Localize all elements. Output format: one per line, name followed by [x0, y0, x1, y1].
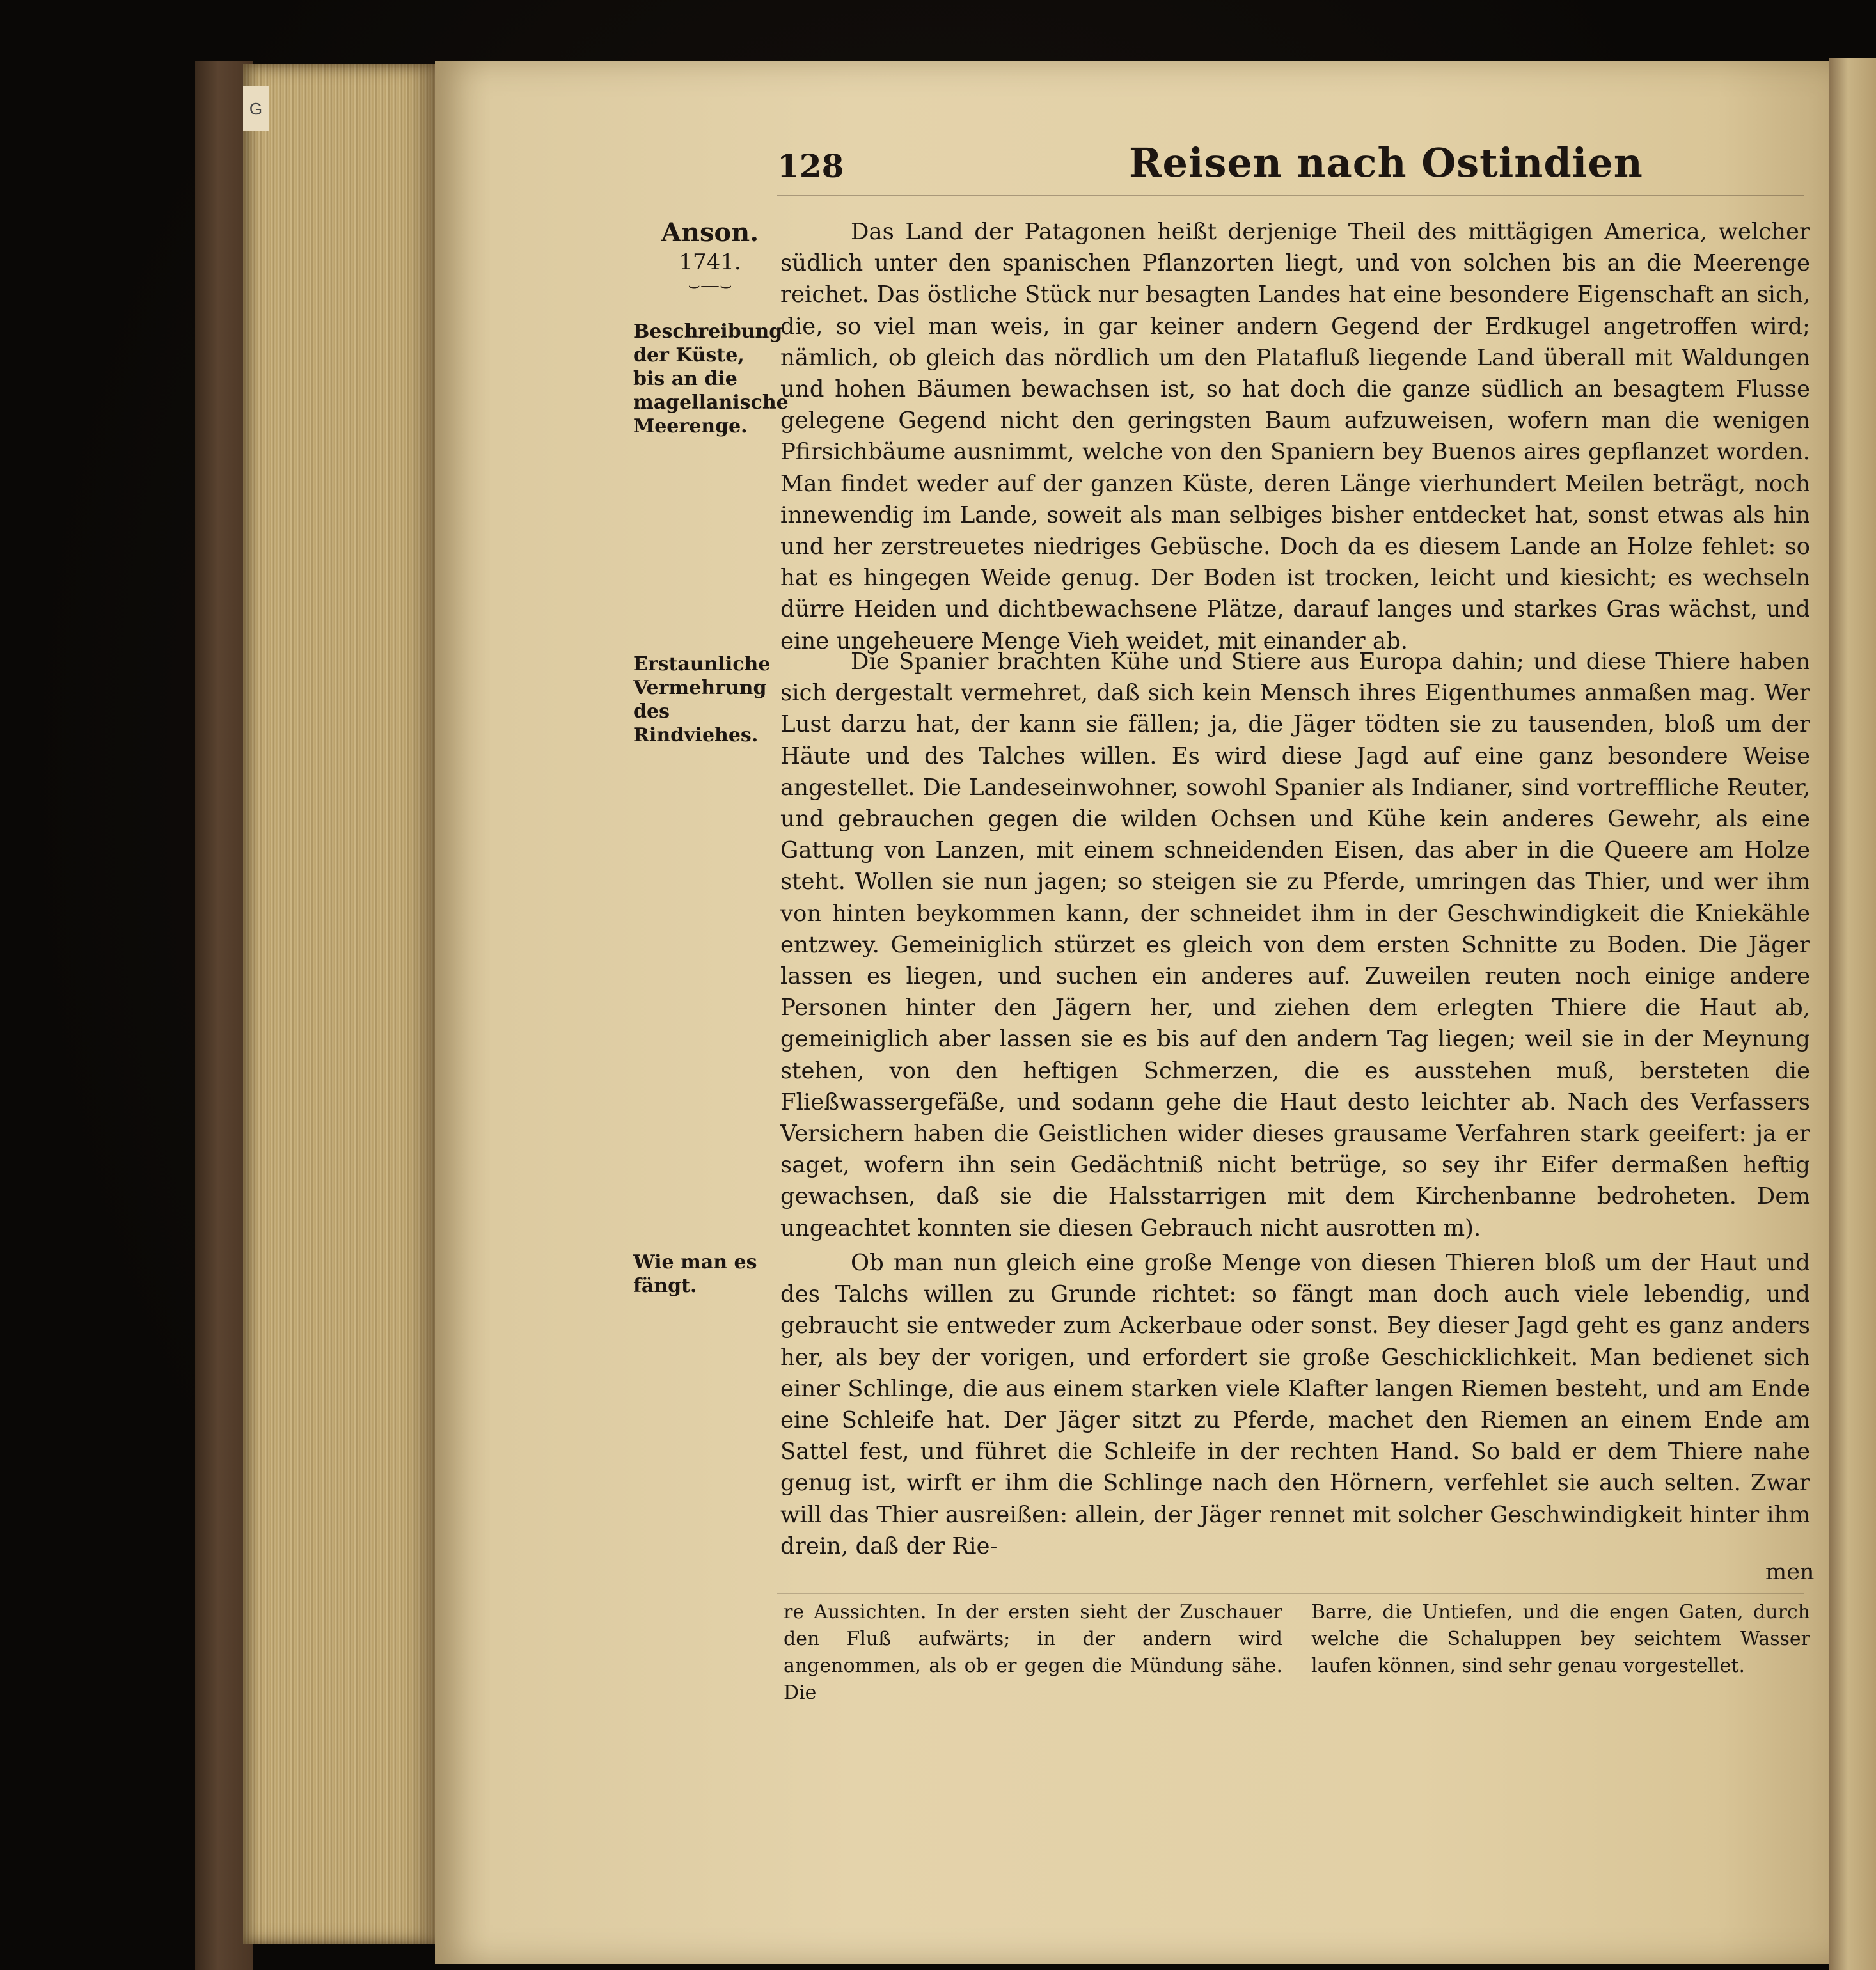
page-edges [243, 64, 435, 1944]
margin-note-capture: Wie man es fängt. [633, 1251, 757, 1297]
paragraph-lasso: Ob man nun gleich eine große Menge von diesen Thieren bloß um der Haut und des Talchs willen zu Grunde richtet: so fängt man doch auch viele lebendig, und gebraucht sie entweder zum Ackerbaue oder sonst. Bey dieser Jagd geht es ganz anders her, als bey der vorigen, und erfordert sie große Geschicklichkeit. Man bedienet sich einer Schlinge, die aus einem starken viele Klafter langen Riemen besteht, und am Ende eine Schleife hat. Der Jäger sitzt zu Pferde, machet den Riemen an einem Ende am Sattel fest, und führet die Schleife in der rechten Hand. So bald er dem Thiere nahe genug ist, wirft er ihm die Schlinge nach den Hörnern, verfehlet sie auch selten. Zwar will das Thier ausreißen: allein, der Jäger rennet mit solcher Geschwindigkeit hinter ihm drein, daß der Rie- [780, 1250, 1810, 1559]
catchword: men [1765, 1559, 1815, 1585]
margin-year: 1741. [679, 249, 741, 275]
footnote-left: re Aussichten. In der ersten sieht der Zuschauer den Fluß aufwärts; in der andern wird angenommen, als ob er gegen die Mündung sähe. Die [784, 1601, 1282, 1704]
margin-author: Anson. [661, 217, 759, 248]
header-rule [777, 195, 1804, 196]
running-title: Reisen nach Ostindien [1129, 139, 1643, 186]
footnote-rule [777, 1593, 1804, 1594]
paragraph-patagonia: Das Land der Patagonen heißt derjenige Theil des mittägigen America, welcher südlich unter den spanischen Pflanzorten liegt, und von solchen bis an die Meerenge reichet. Das östliche Stück nur besagten Landes hat eine besondere Eigenschaft an sich, die, so viel man weis, in gar keiner andern Gegend der Erdkugel angetroffen wird; nämlich, ob gleich das nördlich um den Platafluß liegende Land überall mit Waldungen und hohen Bäumen bewachsen ist, so hat doch die ganze südlich an besagtem Flusse gelegene Gegend nicht den geringsten Baum aufzuweisen, wofern man die wenigen Pfirsichbäume ausnimmt, welche von den Spaniern bey Buenos aires gepflanzet worden. Man findet weder auf der ganzen Küste, deren Länge vierhundert Meilen beträgt, noch innewendig im Lande, soweit als man selbiges bisher entdecket hat, sonst etwas als hin und her zerstreuetes niedriges Gebüsche. Doch da es diesem Lande an Holze fehlet: so hat es hingegen Weide genug. Der Boden ist trocken, leicht und kiesicht; es wechseln dürre Heiden und dichtbewachsene Plätze, darauf langes und starkes Gras wächst, und eine ungeheuere Menge Vieh weidet, mit einander ab. [780, 219, 1810, 654]
facing-page-edge [1829, 58, 1876, 1970]
margin-note-cattle: Erstaunliche Vermehrung des Rindviehes. [633, 653, 771, 746]
footnote-right: Barre, die Untiefen, und die engen Gaten, durch welche die Schaluppen bey seichtem Wasser laufen können, sind sehr genau vorgestellet. [1311, 1601, 1810, 1677]
margin-note-description: Beschreibung der Küste, bis an die magellanische Meerenge. [633, 320, 789, 437]
margin-ornament: ⌣—⌣ [688, 274, 732, 297]
paragraph-cattle: Die Spanier brachten Kühe und Stiere aus Europa dahin; und diese Thiere haben sich dergestalt vermehret, daß sich kein Mensch ihres Eigenthumes anmaßen mag. Wer Lust darzu hat, der kann sie fällen; ja, die Jäger tödten sie zu tausenden, bloß um der Häute und des Talches willen. Es wird diese Jagd auf eine ganz besondere Weise angestellet. Die Landeseinwohner, sowohl Spanier als Indianer, sind vortreffliche Reuter, und gebrauchen gegen die wilden Ochsen und Kühe kein anderes Gewehr, als eine Gattung von Lanzen, mit einem schneidenden Eisen, das aber in die Queere am Holze steht. Wollen sie nun jagen; so steigen sie zu Pferde, umringen das Thier, und wer ihm von hinten beykommen kann, der schneidet ihm in der Geschwindigkeit die Kniekähle entzwey. Gemeiniglich stürzet es gleich von dem ersten Schnitte zu Boden. Die Jäger lassen es liegen, und suchen ein anderes auf. Zuweilen reuten noch einige andere Personen hinter den Jägern her, und ziehen dem erlegten Thiere die Haut ab, gemeiniglich aber lassen sie es bis auf den andern Tag liegen; weil sie in der Meynung stehen, von den heftigen Schmerzen, die es ausstehen muß, bersteten die Fließwassergefäße, und sodann gehe die Haut desto leichter ab. Nach des Verfassers Versichern haben die Geistlichen wider dieses grausame Verfahren stark geeifert: ja er saget, wofern ihn sein Gedächtniß nicht betrüge, so sey ihr Eifer dermaßen heftig gewachsen, daß sie die Halsstarrigen mit dem Kirchenbanne bedroheten. Dem ungeachtet konnten sie diesen Gebrauch nicht ausrotten m). [780, 649, 1810, 1241]
page-header [777, 139, 1788, 191]
edge-tab-label: G [243, 86, 269, 131]
margin-heading [640, 217, 780, 296]
page-number: 128 [777, 147, 844, 185]
